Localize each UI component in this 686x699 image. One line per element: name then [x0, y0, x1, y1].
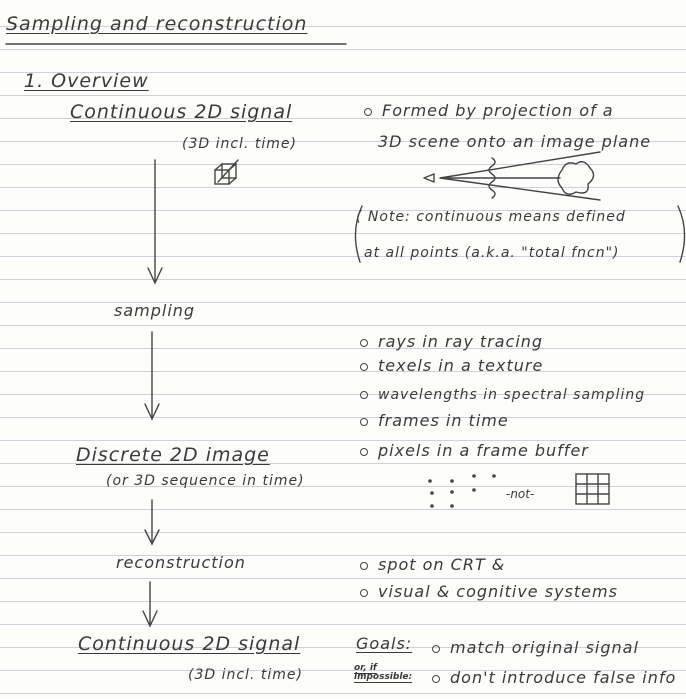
page-title: Sampling and reconstruction — [6, 13, 308, 35]
discrete-image-label: Discrete 2D image — [76, 444, 270, 466]
down-arrow-icon — [148, 160, 162, 283]
continuous-signal-label: Continuous 2D signal — [70, 101, 293, 123]
formed-line-2: 3D scene onto an image plane — [378, 132, 652, 151]
recon-item-1: spot on CRT & — [360, 557, 505, 573]
sample-item-4: frames in time — [360, 413, 509, 429]
formed-line-1: Formed by projection of a — [364, 103, 614, 119]
section-heading: 1. Overview — [24, 70, 149, 92]
sample-item-3: wavelengths in spectral sampling — [360, 388, 645, 402]
note-line-1: ( Note: continuous means defined — [356, 209, 626, 225]
goals-item-2: don't introduce false info — [432, 670, 676, 686]
discrete-image-sub: (or 3D sequence in time) — [106, 473, 305, 489]
pixel-grid-icon — [576, 474, 609, 504]
continuous-signal-sub: (3D incl. time) — [182, 136, 297, 152]
sampling-label: sampling — [114, 301, 196, 320]
not-label: -not- — [506, 487, 535, 501]
continuous-signal-label-2: Continuous 2D signal — [78, 633, 301, 655]
dot-grid-icon — [428, 474, 496, 508]
continuous-signal-sub-2: (3D incl. time) — [188, 667, 303, 683]
down-arrow-icon — [145, 500, 159, 544]
if-impossible-label: or, if impossible: — [354, 663, 413, 683]
sample-item-5: pixels in a frame buffer — [360, 443, 589, 459]
recon-item-2: visual & cognitive systems — [360, 584, 618, 600]
projection-sketch-icon — [424, 152, 600, 200]
note-line-2: at all points (a.k.a. "total fncn") — [364, 245, 620, 261]
sample-item-2: texels in a texture — [360, 358, 543, 374]
down-arrow-icon — [145, 332, 159, 419]
sample-item-1: rays in ray tracing — [360, 334, 543, 350]
reconstruction-label: reconstruction — [116, 553, 246, 572]
goals-label: Goals: — [356, 634, 413, 653]
goals-item-1: match original signal — [432, 640, 639, 656]
down-arrow-icon — [143, 582, 157, 626]
cube-icon — [215, 160, 238, 184]
